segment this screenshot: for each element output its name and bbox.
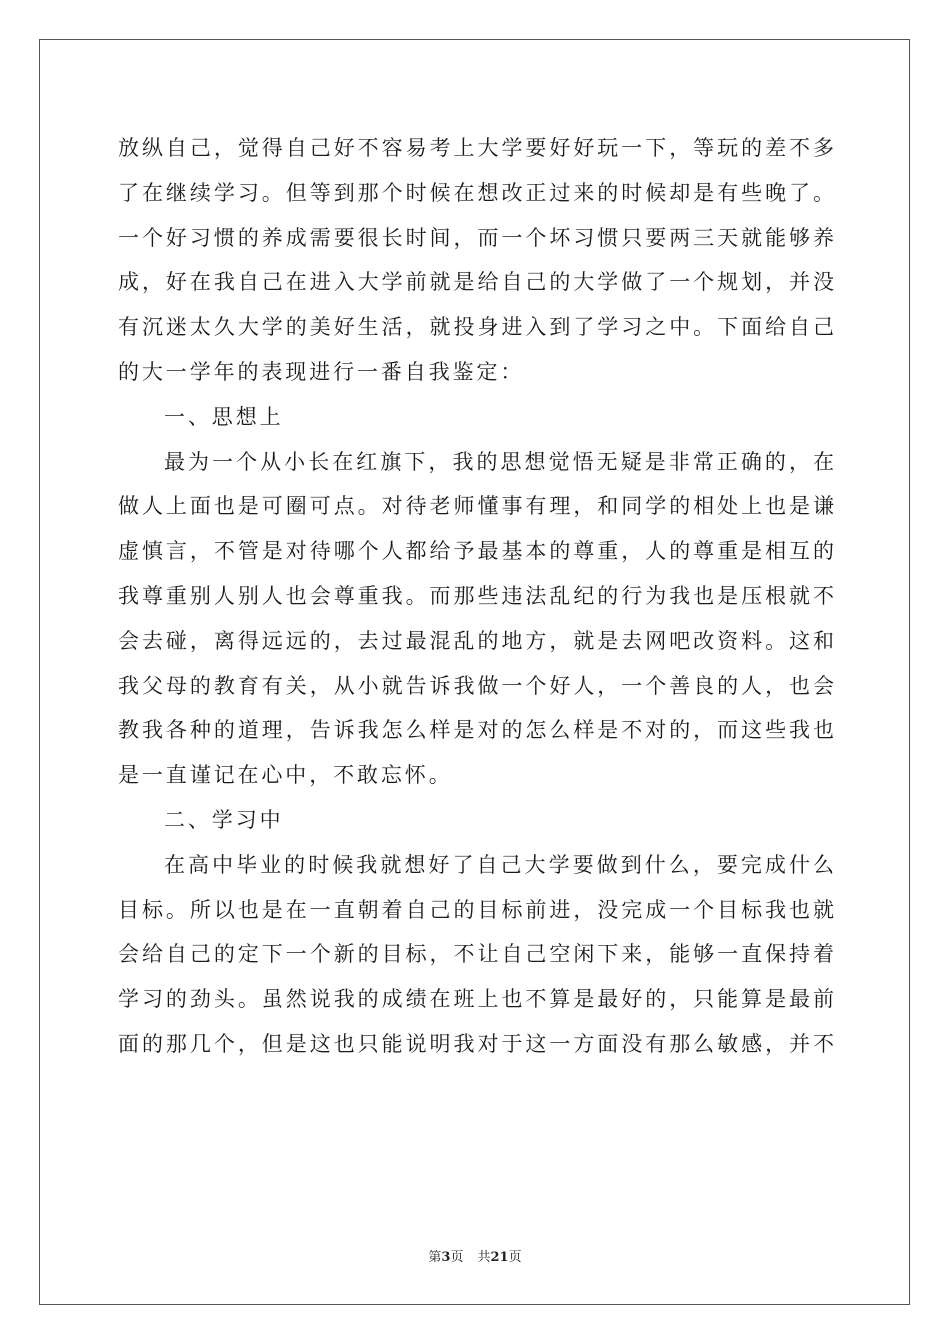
text-line: 二、学习中 (164, 807, 284, 832)
current-page-number: 3 (441, 1250, 451, 1265)
text-line: 会给自己的定下一个新的目标，不让自己空闲下来，能够一直保持着 (118, 942, 834, 967)
text-line: 了在继续学习。但等到那个时候在想改正过来的时候却是有些晚了。 (118, 180, 834, 205)
text-line: 的大一学年的表现进行一番自我鉴定： (118, 359, 525, 384)
text-line: 是一直谨记在心中，不敢忘怀。 (118, 763, 453, 788)
page-footer (0, 1250, 950, 1266)
text-line: 放纵自己，觉得自己好不容易考上大学要好好玩一下，等玩的差不多 (118, 136, 834, 160)
text-line: 一、思想上 (164, 404, 284, 429)
text-line: 最为一个从小长在红旗下，我的思想觉悟无疑是非常正确的，在 (164, 449, 834, 474)
text-line: 有沉迷太久大学的美好生活，就投身进入到了学习之中。下面给自己 (118, 315, 834, 340)
text-line: 在高中毕业的时候我就想好了自己大学要做到什么，要完成什么 (164, 852, 834, 877)
document-body (118, 126, 834, 1067)
text-line: 会去碰，离得远远的，去过最混乱的地方，就是去网吧改资料。这和 (118, 628, 834, 653)
text-line: 学习的劲头。虽然说我的成绩在班上也不算是最好的，只能算是最前 (118, 987, 834, 1012)
total-label-prefix: 共 (477, 1250, 491, 1265)
page-label-prefix: 第 (428, 1250, 442, 1265)
total-label-suffix: 页 (508, 1250, 522, 1265)
text-line: 面的那几个，但是这也只能说明我对于这一方面没有那么敏感，并不 (118, 1031, 834, 1056)
text-line: 我父母的教育有关，从小就告诉我做一个好人，一个善良的人，也会 (118, 673, 834, 698)
text-line: 做人上面也是可圈可点。对待老师懂事有理，和同学的相处上也是谦 (118, 494, 834, 519)
text-line: 教我各种的道理，告诉我怎么样是对的怎么样是不对的，而这些我也 (118, 718, 834, 743)
total-pages-number: 21 (490, 1250, 509, 1265)
page-label-suffix: 页 (450, 1250, 464, 1265)
text-line: 目标。所以也是在一直朝着自己的目标前进，没完成一个目标我也就 (118, 897, 834, 922)
text-line: 成，好在我自己在进入大学前就是给自己的大学做了一个规划，并没 (118, 270, 834, 295)
text-line: 我尊重别人别人也会尊重我。而那些违法乱纪的行为我也是压根就不 (118, 583, 834, 608)
text-line: 一个好习惯的养成需要很长时间，而一个坏习惯只要两三天就能够养 (118, 225, 834, 250)
text-line: 虚慎言，不管是对待哪个人都给予最基本的尊重，人的尊重是相互的 (118, 539, 834, 564)
